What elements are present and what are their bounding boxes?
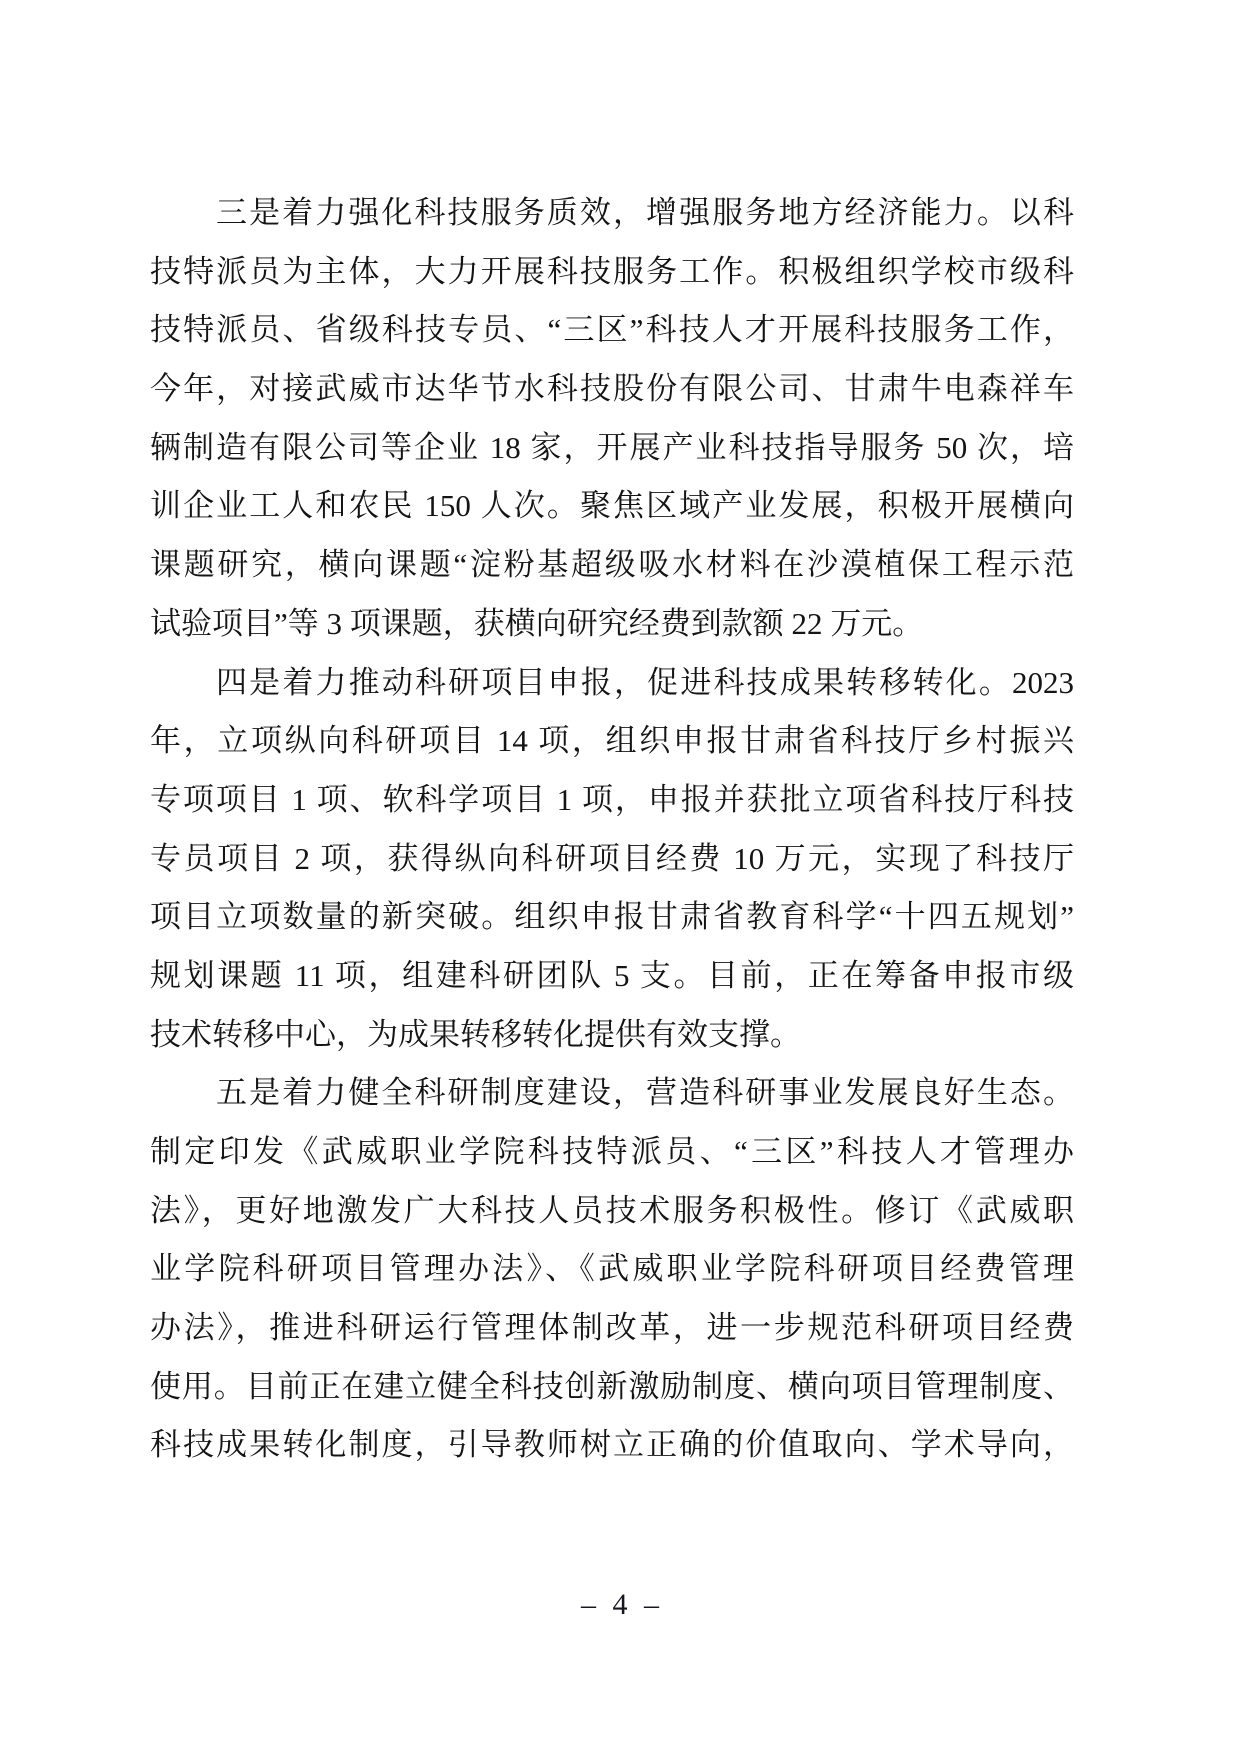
text-line: 规划课题 11 项，组建科研团队 5 支。目前，正在筹备申报市级 [150,957,1074,993]
paragraph [150,1064,1074,1475]
text-line: 专员项目 2 项，获得纵向科研项目经费 10 万元，实现了科技厅 [150,840,1074,876]
text-line: 试验项目”等 3 项课题，获横向研究经费到款额 22 万元。 [150,605,924,641]
text-line: 制定印发《武威职业学院科技特派员、“三区”科技人才管理办 [150,1134,1074,1169]
document-body [150,184,1074,1475]
text-line: 年，立项纵向科研项目 14 项，组织申报甘肃省科技厅乡村振兴 [150,723,1074,759]
text-line: 训企业工人和农民 150 人次。聚焦区域产业发展，积极开展横向 [150,488,1074,524]
paragraph [150,654,1074,1065]
text-line: 技特派员、省级科技专员、“三区”科技人才开展科技服务工作， [150,312,1074,348]
text-line: 办法》，推进科研运行管理体制改革，进一步规范科研项目经费 [150,1310,1074,1346]
text-line: 专项项目 1 项、软科学项目 1 项，申报并获批立项省科技厅科技 [150,781,1074,817]
text-line: 辆制造有限公司等企业 18 家，开展产业科技指导服务 50 次，培 [150,429,1074,465]
text-line: 今年，对接武威市达华节水科技股份有限公司、甘肃牛电森祥车 [150,371,1074,407]
text-line: 业学院科研项目管理办法》、《武威职业学院科研项目经费管理 [150,1251,1074,1287]
text-line: 项目立项数量的新突破。组织申报甘肃省教育科学“十四五规划” [150,899,1074,935]
text-line: 科技成果转化制度，引导教师树立正确的价值取向、学术导向， [150,1427,1074,1463]
text-line: 三是着力强化科技服务质效，增强服务地方经济能力。以科 [216,195,1074,230]
text-line: 四是着力推动科研项目申报，促进科技成果转移转化。2023 [216,664,1074,700]
text-line: 课题研究，横向课题“淀粉基超级吸水材料在沙漠植保工程示范 [150,547,1074,583]
text-line: 技特派员为主体，大力开展科技服务工作。积极组织学校市级科 [150,253,1074,289]
text-line: 技术转移中心，为成果转移转化提供有效支撑。 [150,1016,801,1052]
page-number: – 4 – [581,1588,659,1621]
paragraph [150,184,1074,654]
text-line: 五是着力健全科研制度建设，营造科研事业发展良好生态。 [216,1075,1074,1111]
text-line: 使用。目前正在建立健全科技创新激励制度、横向项目管理制度、 [150,1368,1074,1404]
text-line: 法》，更好地激发广大科技人员技术服务积极性。修订《武威职 [150,1192,1074,1228]
